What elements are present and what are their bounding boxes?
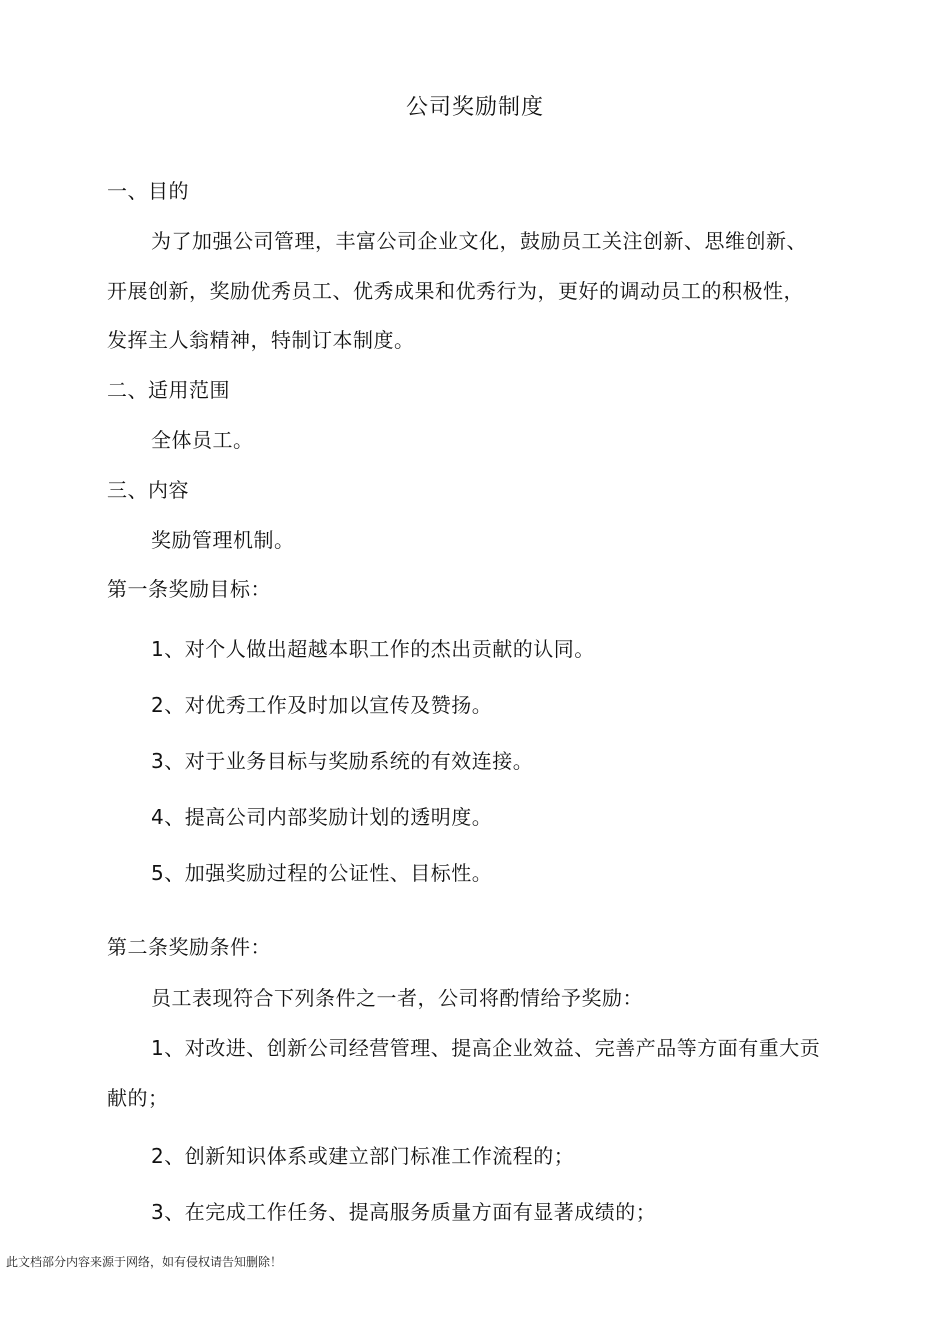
list-item-continuation: 献的； <box>107 1086 169 1110</box>
list-item: 2、创新知识体系或建立部门标准工作流程的； <box>151 1144 575 1168</box>
paragraph-line: 全体员工。 <box>151 428 254 452</box>
list-item: 5、加强奖励过程的公证性、目标性。 <box>151 861 493 885</box>
list-item: 1、对个人做出超越本职工作的杰出贡献的认同。 <box>151 637 595 661</box>
article-heading-conditions: 第二条奖励条件： <box>107 935 271 959</box>
section-heading-purpose: 一、目的 <box>107 179 189 203</box>
paragraph-line: 发挥主人翁精神，特制订本制度。 <box>107 328 415 352</box>
paragraph-line: 为了加强公司管理，丰富公司企业文化，鼓励员工关注创新、思维创新、 <box>151 229 807 253</box>
footer-disclaimer: 此文档部分内容来源于网络，如有侵权请告知删除！ <box>6 1255 283 1269</box>
list-item: 3、对于业务目标与奖励系统的有效连接。 <box>151 749 534 773</box>
list-item: 3、在完成工作任务、提高服务质量方面有显著成绩的； <box>151 1200 657 1224</box>
paragraph-line: 开展创新，奖励优秀员工、优秀成果和优秀行为，更好的调动员工的积极性， <box>107 279 804 303</box>
list-item: 1、对改进、创新公司经营管理、提高企业效益、完善产品等方面有重大贡 <box>151 1036 821 1060</box>
paragraph-line: 奖励管理机制。 <box>151 528 295 552</box>
paragraph-line: 员工表现符合下列条件之一者，公司将酌情给予奖励： <box>151 986 643 1010</box>
document-title: 公司奖励制度 <box>405 95 544 120</box>
list-item: 4、提高公司内部奖励计划的透明度。 <box>151 805 493 829</box>
section-heading-scope: 二、适用范围 <box>107 378 230 402</box>
article-heading-goals: 第一条奖励目标： <box>107 577 271 601</box>
section-heading-content: 三、内容 <box>107 478 189 502</box>
list-item: 2、对优秀工作及时加以宣传及赞扬。 <box>151 693 493 717</box>
